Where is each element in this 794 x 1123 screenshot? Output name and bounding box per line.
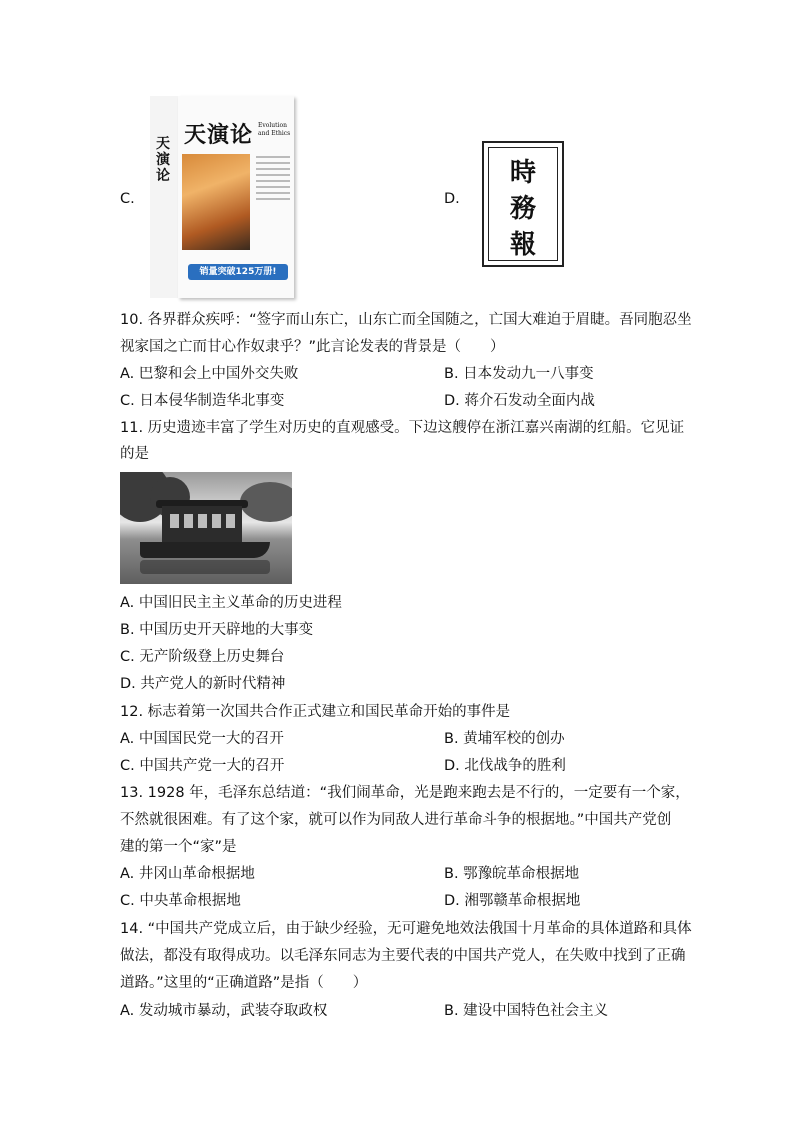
q14-stem-line2: 做法，都没有取得成功。以毛泽东同志为主要代表的中国共产党人，在失败中找到了正确 — [120, 948, 686, 964]
q13-option-d: D. 湘鄂赣革命根据地 — [444, 893, 581, 909]
book-front — [178, 96, 294, 298]
q13-option-c: C. 中央革命根据地 — [120, 893, 241, 909]
book-cover-image — [150, 96, 294, 298]
book-english-title: Evolution and Ethics — [258, 122, 291, 137]
q12-option-a: A. 中国国民党一大的召开 — [120, 731, 284, 747]
q11-stem-line1: 11. 历史遗迹丰富了学生对历史的直观感受。下边这艘停在浙江嘉兴南湖的红船。它见证 — [120, 420, 685, 436]
q10-option-c: C. 日本侵华制造华北事变 — [120, 393, 285, 409]
q10-option-d: D. 蒋介石发动全面内战 — [444, 393, 595, 409]
masthead-char-2: 務 — [509, 194, 536, 224]
q13-stem-line3: 建的第一个“家”是 — [120, 839, 237, 855]
q13-stem-line1: 13. 1928 年，毛泽东总结道：“我们闹革命，光是跑来跑去是不行的，一定要有一个家， — [120, 785, 690, 801]
book-sales-banner: 销量突破125万册! — [188, 264, 288, 280]
masthead-char-3: 報 — [509, 230, 536, 260]
book-spine-title: 天演论 — [156, 136, 170, 184]
masthead-inner-frame — [488, 147, 558, 261]
q12-stem: 12. 标志着第一次国共合作正式建立和国民革命开始的事件是 — [120, 704, 511, 720]
q10-option-b: B. 日本发动九一八事变 — [444, 366, 594, 382]
q10-stem-line1: 10. 各界群众疾呼：“签字而山东亡，山东亡而全国随之，亡国大难迫于眉睫。吾同胞忍坐 — [120, 312, 692, 328]
q13-option-b: B. 鄂豫皖革命根据地 — [444, 866, 580, 882]
q13-stem-line2: 不然就很困难。有了这个家，就可以作为同敌人进行革命斗争的根据地。”中国共产党创 — [120, 812, 672, 828]
q14-stem-line1: 14. “中国共产党成立后，由于缺少经验，无可避免地效法俄国十月革命的具体道路和具体 — [120, 921, 692, 937]
q10-stem-line2: 视家国之亡而甘心作奴隶乎？”此言论发表的背景是（ ） — [120, 339, 505, 355]
book-blurb-lines — [256, 156, 290, 204]
newspaper-masthead-image — [482, 141, 564, 267]
book-title: 天演论 — [184, 122, 254, 148]
option-d-label: D. — [444, 191, 460, 207]
q12-option-d: D. 北伐战争的胜利 — [444, 758, 566, 774]
q14-option-a: A. 发动城市暴动，武装夺取政权 — [120, 1003, 328, 1019]
q11-option-d: D. 共产党人的新时代精神 — [120, 676, 286, 692]
q14-option-b: B. 建设中国特色社会主义 — [444, 1003, 609, 1019]
option-c-label: C. — [120, 191, 135, 207]
q11-option-c: C. 无产阶级登上历史舞台 — [120, 649, 285, 665]
red-boat-photo — [120, 472, 292, 584]
q10-option-a: A. 巴黎和会上中国外交失败 — [120, 366, 299, 382]
q12-option-b: B. 黄埔军校的创办 — [444, 731, 565, 747]
masthead-char-1: 時 — [509, 158, 536, 188]
q12-option-c: C. 中国共产党一大的召开 — [120, 758, 285, 774]
book-cover-art — [182, 154, 250, 250]
q11-option-a: A. 中国旧民主主义革命的历史进程 — [120, 595, 342, 611]
q11-stem-line2: 的是 — [120, 446, 149, 462]
q13-option-a: A. 井冈山革命根据地 — [120, 866, 255, 882]
book-spine — [150, 96, 179, 298]
q11-option-b: B. 中国历史开天辟地的大事变 — [120, 622, 314, 638]
q14-stem-line3: 道路。”这里的“正确道路”是指（ ） — [120, 975, 368, 991]
